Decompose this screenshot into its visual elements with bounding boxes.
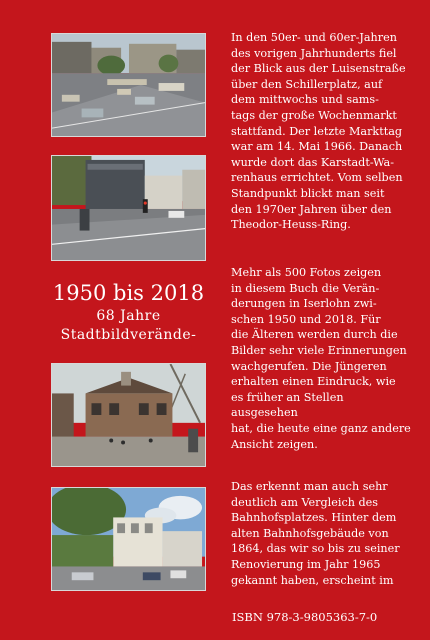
book-subtitle-line1: 68 Jahre [96, 308, 161, 324]
text-block-schillerplatz: In den 50er- und 60er-Jahren des vorigen Jahrhunderts fiel der Blick aus der Luisenstraße über den Schillerplatz, auf dem mittwochs und sams- tags der große Wochenmarkt stattfand. Der letzte Markttag war am 14. Mai 1966. Danach wurde dort das Karstadt-Wa- renhaus errichtet. Vom selben Standpunkt blickt man seit den 1970er Jahren über den Theodor-Heuss-Ring. [231, 31, 406, 232]
photo-theodor-heuss-ring [51, 155, 206, 261]
text-block-bahnhofsplatz: Das erkennt man auch sehr deutlich am Vergleich des Bahnhofsplatzes. Hinter dem alten Bahnhofsgebäude von 1864, das wir so bis zu seiner Renovierung im Jahr 1965 gekannt haben, erscheint im [231, 480, 400, 587]
photo-bahnhof-today [51, 487, 206, 591]
text-block-book-intro: Mehr als 500 Fotos zeigen in diesem Buch die Verän- derungen in Iserlohn zwi- schen 1950 und 2018. Für die Älteren werden durch die Bilder sehr viele Erinnerungen wachgerufen. Die Jüngeren erhalten einen Eindruck, wie es früher an Stellen ausgesehen hat, die heute eine ganz andere Ansicht zeigen. [231, 266, 411, 451]
isbn-number: ISBN 978-3-9805363-7-0 [232, 610, 378, 624]
photo-bahnhof-old [51, 363, 206, 467]
book-subtitle-line2: Stadtbildverände- [60, 327, 197, 343]
book-title: 1950 bis 2018 [52, 281, 205, 305]
photo-schillerplatz-market [51, 33, 206, 137]
